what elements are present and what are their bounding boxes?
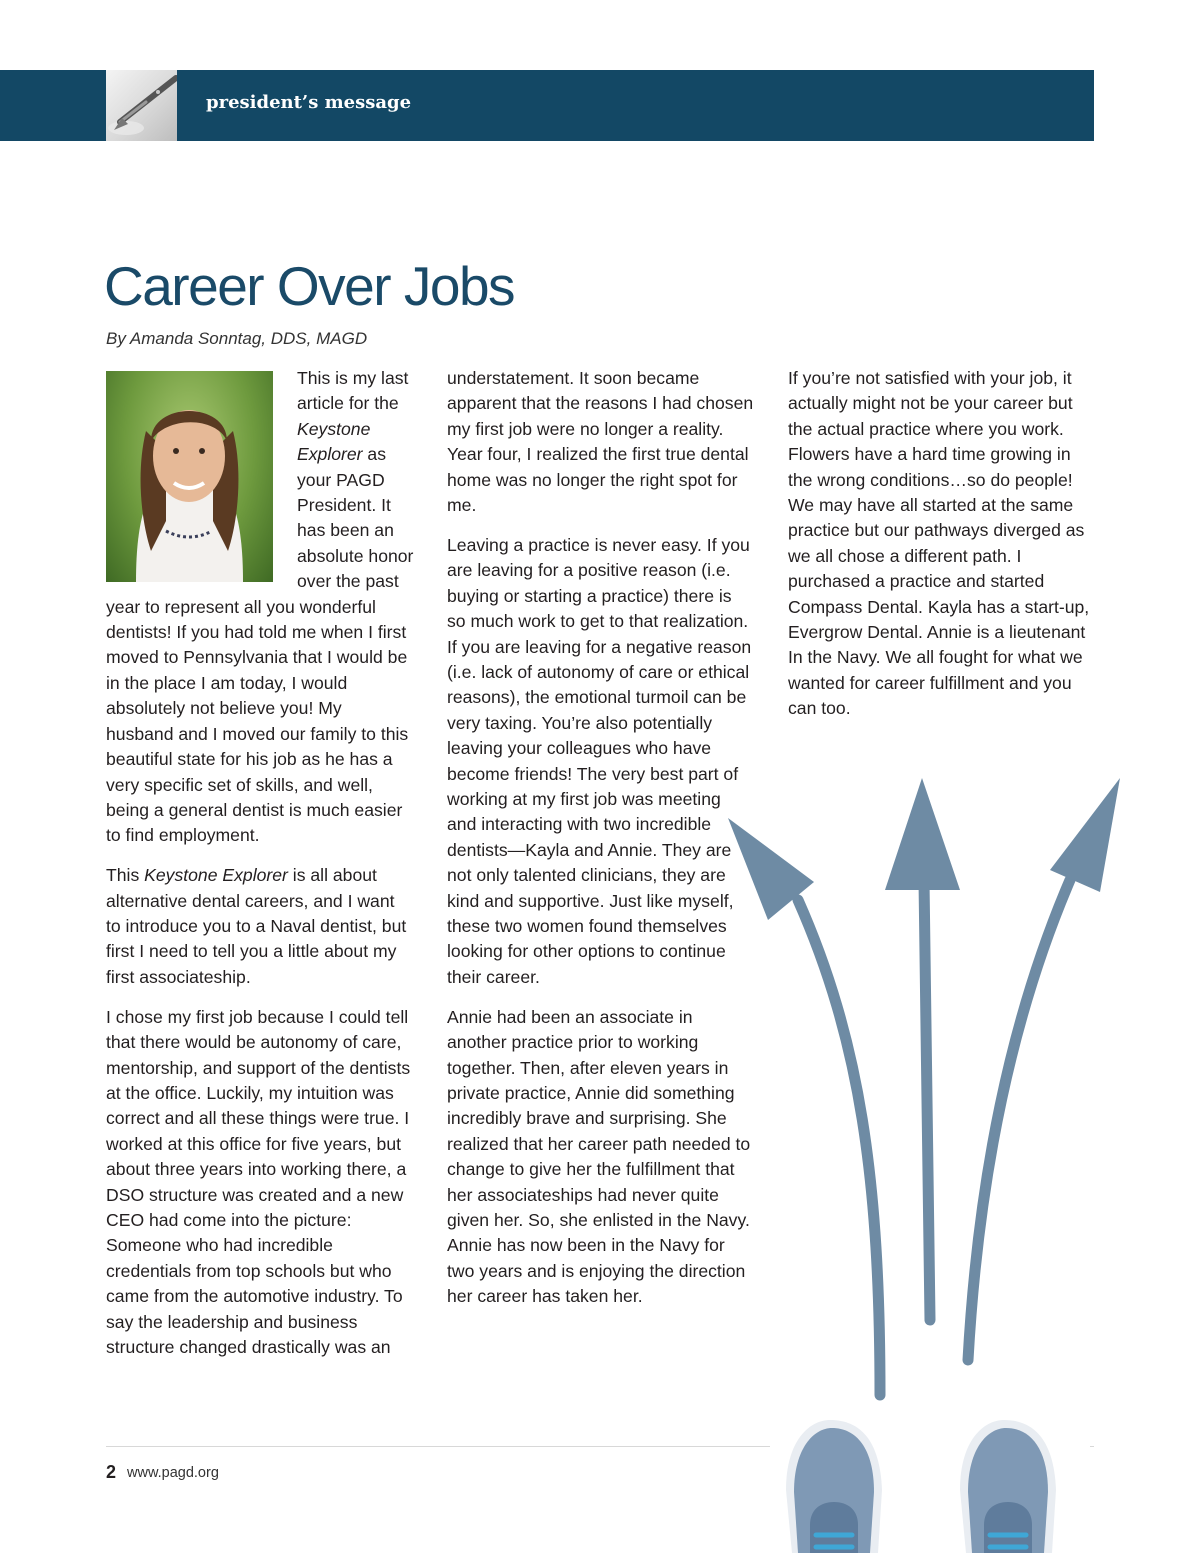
paragraph: Annie had been an associate in another practice prior to working together. Then, after eleven years in private practice, Annie did something incredibly brave and surprising. She realized that her career path needed to change to give her the fulfillment that her associateships had never quite given her. So, she enlisted in the Navy. Annie has now been in the Navy for two years and is enjoying the direction her career has taken her. bbox=[447, 1006, 751, 1307]
fountain-pen-icon bbox=[106, 70, 177, 141]
sneakers-icon bbox=[770, 1410, 1090, 1553]
paragraph: This is my last article for the Keystone Explorer as your PAGD President. It has been an absolute honor over the past year to represent all you wonderful dentists! If you had told me when I first moved to Pennsylvania that I would be in the place I am today, I would absolutely not believe you! My husband and I moved our family to this beautiful state for his job as he has a very specific set of skills, and well, being a general dentist is much easier to find employment. bbox=[106, 368, 414, 846]
paragraph: Leaving a practice is never easy. If you are leaving for a positive reason (i.e. buying or starting a practice) there is so much work to get to that realization. If you are leaving for a negative reason (i.e. lack of autonomy of care or ethical reasons), the emotional turmoil can be very taxing. You’re also potentially leaving your colleagues who have become friends! The very best part of working at my first job was meeting and interacting with two incredible dentists—Kayla and Annie. They are not only talented clinicians, they are kind and supportive. Just like myself, these two women found themselves looking for other options to continue their career. bbox=[447, 534, 752, 987]
article-byline: By Amanda Sonntag, DDS, MAGD bbox=[106, 329, 368, 348]
article-column-2 bbox=[447, 366, 755, 1324]
paragraph: This Keystone Explorer is all about alternative dental careers, and I want to introduce you to a Naval dentist, but first I need to tell you a little about my first associateship. bbox=[106, 865, 407, 987]
paragraph: I chose my first job because I could tell that there would be autonomy of care, mentorship, and support of the dentists at the office. Luckily, my intuition was correct and all these things were true. I worked at this office for five years, but about three years into working there, a DSO structure was created and a new CEO had come into the picture: Someone who had incredible credentials from top schools but who came from the automotive industry. To say the leadership and business structure changed drastically was an bbox=[106, 1006, 411, 1358]
page-number: 2 bbox=[106, 1462, 117, 1482]
three-arrows-icon bbox=[710, 760, 1140, 1410]
section-banner bbox=[0, 70, 1094, 141]
article-column-3 bbox=[788, 366, 1096, 736]
article-title: Career Over Jobs bbox=[104, 255, 515, 317]
author-portrait bbox=[106, 371, 273, 582]
article-column-1 bbox=[106, 366, 414, 1375]
footer-website: www.pagd.org bbox=[127, 1465, 219, 1481]
section-label: president’s message bbox=[206, 92, 412, 113]
paragraph: understatement. It soon became apparent that the reasons I had chosen my first job were no longer a reality. Year four, I realized the first true dental home was no longer the right spot for me. bbox=[447, 368, 754, 516]
paragraph: If you’re not satisfied with your job, it actually might not be your career but the actual practice where you work. Flowers have a hard time growing in the wrong conditions…so do people! We may have all started at the same practice but our pathways diverged as we all chose a different path. I purchased a practice and started Compass Dental. Kayla has a start-up, Evergrow Dental. Annie is a lieutenant In the Navy. We all fought for what we wanted for career fulfillment and you can too. bbox=[788, 368, 1090, 719]
